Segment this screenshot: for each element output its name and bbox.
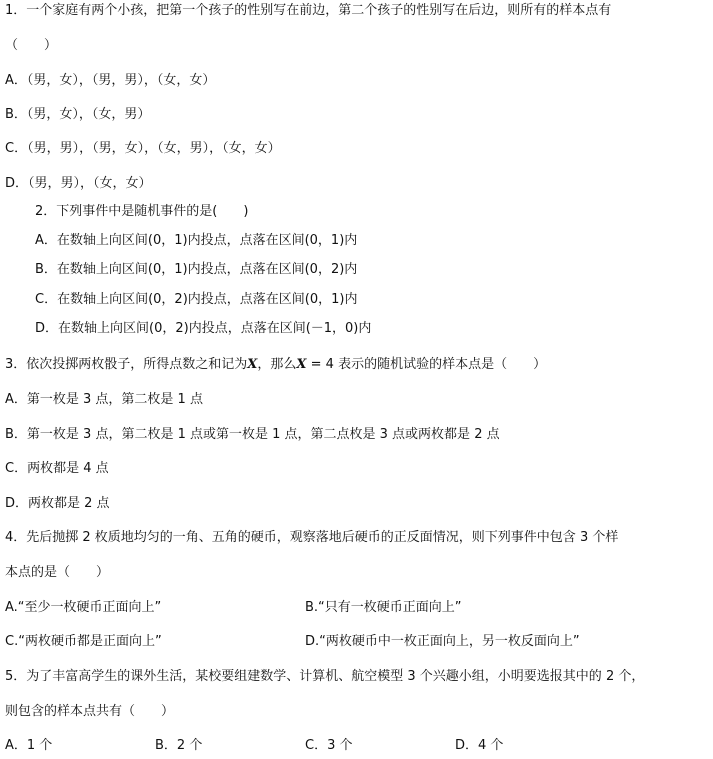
q1-stem-line2: （ ）: [5, 38, 58, 53]
q5-stem-line2: 则包含的样本点共有（ ）: [5, 704, 175, 719]
q1-stem-line1: 1．一个家庭有两个小孩，把第一个孩子的性别写在前边，第二个孩子的性别写在后边，则所有的样本点有: [5, 3, 612, 18]
q3-option-a: A．第一枚是 3 点，第二枚是 1 点: [5, 392, 203, 407]
q3-stem-eq: = 4: [310, 357, 334, 372]
q3-option-c: C．两枚都是 4 点: [5, 461, 109, 476]
q3-option-d: D．两枚都是 2 点: [5, 496, 110, 511]
q1-option-a: A．（男，女），（男，男），（女，女）: [5, 73, 216, 88]
q2-option-d: D．在数轴上向区间(0，2)内投点，点落在区间(－1，0)内: [35, 321, 372, 336]
q2-option-c: C．在数轴上向区间(0，2)内投点，点落在区间(0，1)内: [35, 292, 358, 307]
q3-stem-mid: ，那么: [257, 357, 297, 372]
q5-stem-line1: 5．为了丰富高学生的课外生活，某校要组建数学、计算机、航空模型 3 个兴趣小组，小明要选报其中的 2 个，: [5, 669, 645, 684]
q4-option-a: A.“至少一枚硬币正面向上”: [5, 600, 162, 615]
q3-stem-pre: 3．依次投掷两枚骰子，所得点数之和记为: [5, 357, 248, 372]
q3-stem-post: 表示的随机试验的样本点是（ ）: [338, 357, 547, 372]
q4-stem-line1: 4．先后抛掷 2 枚质地均匀的一角、五角的硬币，观察落地后硬币的正反面情况，则下列事件中包含 3 个样: [5, 530, 619, 545]
q2-option-b: B．在数轴上向区间(0，1)内投点，点落在区间(0，2)内: [35, 262, 358, 277]
q2-option-a: A．在数轴上向区间(0，1)内投点，点落在区间(0，1)内: [35, 233, 358, 248]
q1-option-b: B．（男，女），（女，男）: [5, 107, 151, 122]
q5-option-a: A．1 个: [5, 738, 53, 753]
q4-option-b: B.“只有一枚硬币正面向上”: [305, 600, 462, 615]
q3-option-b: B．第一枚是 3 点，第二枚是 1 点或第一枚是 1 点，第二点枚是 3 点或两枚都是 2 点: [5, 427, 500, 442]
q1-option-d: D．（男，男），（女，女）: [5, 176, 152, 191]
q4-option-c: C.“两枚硬币都是正面向上”: [5, 634, 162, 649]
q1-option-c: C．（男，男），（男，女），（女，男），（女，女）: [5, 141, 281, 156]
q3-var-x: X: [247, 357, 258, 372]
q5-option-d: D．4 个: [455, 738, 504, 753]
q5-option-b: B．2 个: [155, 738, 203, 753]
q4-option-d: D.“两枚硬币中一枚正面向上，另一枚反面向上”: [305, 634, 580, 649]
q3-stem: [5, 357, 546, 373]
q5-option-c: C．3 个: [305, 738, 353, 753]
q4-stem-line2: 本点的是（ ）: [5, 565, 110, 580]
q2-stem: 2．下列事件中是随机事件的是( ): [35, 204, 249, 219]
q3-var-x2: X: [296, 357, 307, 372]
